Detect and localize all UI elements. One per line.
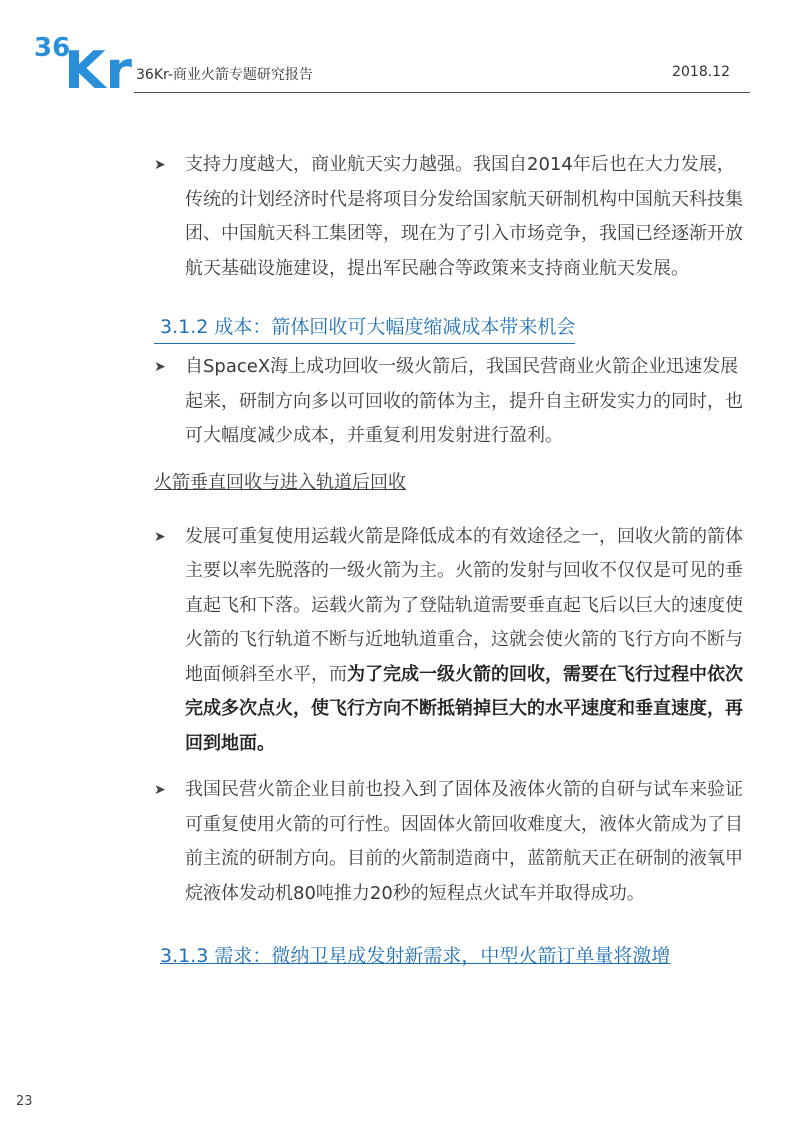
svg-text:36: 36 (34, 34, 71, 63)
header-title: 36Kr-商业火箭专题研究报告 (136, 67, 313, 83)
page-number: 23 (16, 1094, 33, 1109)
bullet-paragraph (154, 520, 744, 762)
svg-text:Kr: Kr (64, 41, 133, 90)
arrow-bullet-icon: ➤ (154, 157, 166, 173)
bullet-text: 自SpaceX海上成功回收一级火箭后，我国民营商业火箭企业迅速发展起来，研制方向多以可回收的箭体为主，提升自主研发实力的同时，也可大幅度减少成本，并重复利用发射进行盈利。 (185, 356, 743, 446)
bullet-bold-text: 为了完成一级火箭的回收，需要在飞行过程中依次完成多次点火，使飞行方向不断抵销掉巨大的水平速度和垂直速度，再回到地面。 (185, 663, 743, 754)
header-divider (134, 92, 750, 93)
section-heading-3-1-2: 3.1.2 成本：箭体回收可大幅度缩减成本带来机会 (154, 312, 575, 344)
arrow-bullet-icon: ➤ (154, 528, 166, 545)
bullet-paragraph (154, 773, 744, 911)
page-content (154, 148, 744, 971)
subheading-recovery: 火箭垂直回收与进入轨道后回收 (154, 471, 406, 493)
bullet-text: 我国民营火箭企业目前也投入到了固体及液体火箭的自研与试车来验证可重复使用火箭的可行性。因固体火箭回收难度大，液体火箭成为了目前主流的研制方向。目前的火箭制造商中，蓝箭航天正在研制的液氧甲烷液体发动机80吨推力20秒的短程点火试车并取得成功。 (185, 779, 743, 904)
header-date: 2018.12 (672, 64, 730, 80)
section-heading-3-1-3[interactable]: 3.1.3 需求：微纳卫星成发射新需求，中型火箭订单量将激增 (160, 945, 671, 967)
arrow-bullet-icon: ➤ (154, 782, 166, 798)
bullet-text: 发展可重复使用运载火箭是降低成本的有效途径之一，回收火箭的箭体主要以率先脱落的一级火箭为主。火箭的发射与回收不仅仅是可见的垂直起飞和下落。运载火箭为了登陆轨道需要垂直起飞后以巨大的速度使火箭的飞行轨道不断与近地轨道重合，这就会使火箭的飞行方向不断与地面倾斜至水平，而 (185, 525, 743, 685)
36kr-logo (34, 34, 134, 90)
bullet-paragraph (154, 148, 744, 286)
bullet-paragraph (154, 350, 744, 454)
bullet-text: 支持力度越大，商业航天实力越强。我国自2014年后也在大力发展，传统的计划经济时代是将项目分发给国家航天研制机构中国航天科技集团、中国航天科工集团等，现在为了引入市场竞争，我国已经逐渐开放航天基础设施建设，提出军民融合等政策来支持商业航天发展。 (185, 154, 743, 279)
arrow-bullet-icon: ➤ (154, 359, 166, 375)
